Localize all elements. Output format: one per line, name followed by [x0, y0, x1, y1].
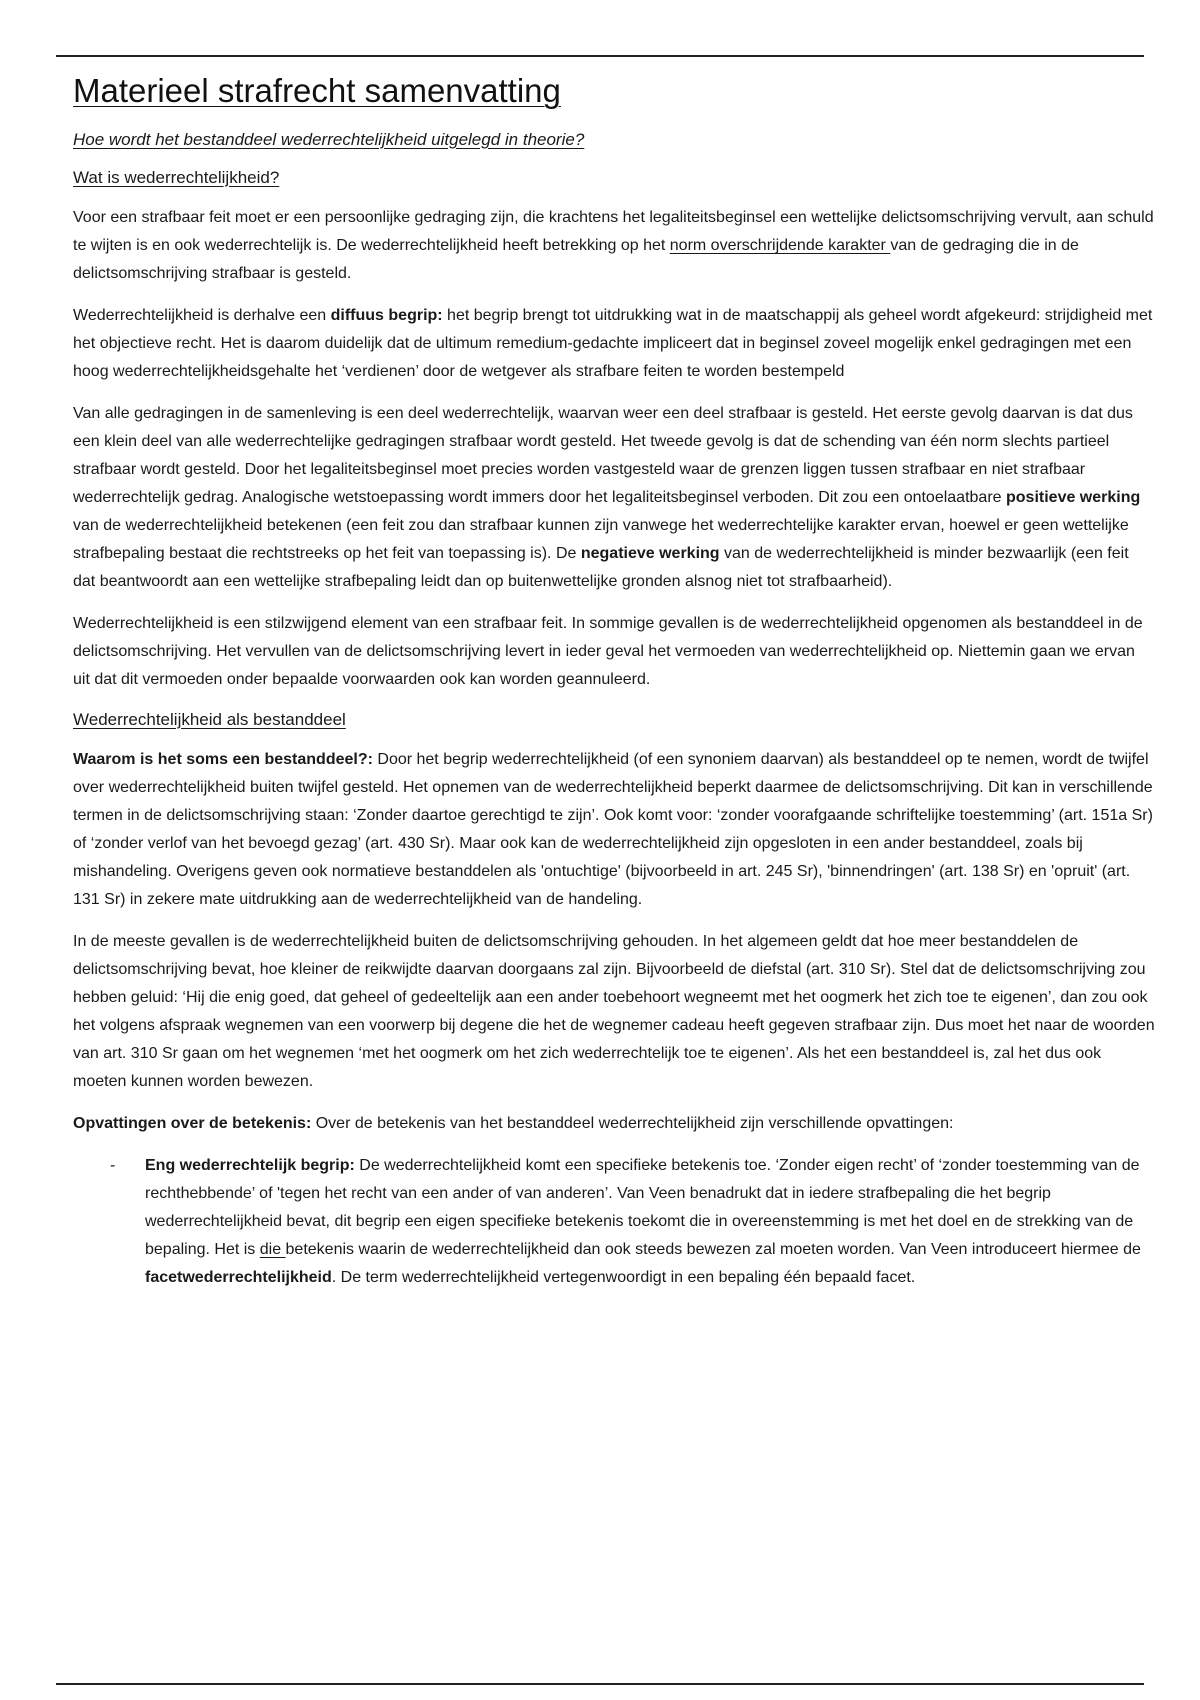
paragraph: In de meeste gevallen is de wederrechtelijkheid buiten de delictsomschrijving gehouden. In het algemeen geldt dat hoe meer bestanddelen de delictsomschrijving bevat, hoe kleiner de reikwijdte daarvan doorgaans zal zijn. Bijvoorbeeld de diefstal (art. 310 Sr). Stel dat de delictsomschrijving zou hebben geluid: ‘Hij die enig goed, dat geheel of gedeeltelijk aan een ander toebehoort wegneemt met het oogmerk het zich toe te eigenen’, dan zou ook het volgens afspraak wegnemen van een voorwerp bij degene die het de wegnemer cadeau heeft gegeven strafbaar zijn. Dus moet het naar de woorden van art. 310 Sr gaan om het wegnemen ‘met het oogmerk om het zich wederrechtelijk toe te eigenen’. Als het een bestanddeel is, zal het dus ook moeten kunnen worden bewezen. — [73, 933, 1155, 1090]
bold-term: Eng wederrechtelijk begrip: — [145, 1157, 355, 1174]
question-heading: Hoe wordt het bestanddeel wederrechtelijkheid uitgelegd in theorie? — [73, 130, 585, 149]
paragraph: Van alle gedragingen in de samenleving is een deel wederrechtelijk, waarvan weer een deel strafbaar is gesteld. Het eerste gevolg daarvan is dat dus een klein deel van alle wederrechtelijke gedragingen strafbaar wordt gesteld. Het tweede gevolg is dat de schending van één norm slechts partieel strafbaar wordt gesteld. Door het legaliteitsbeginsel moet precies worden vastgesteld waar de grenzen liggen tussen strafbaar en niet strafbaar wederrechtelijk gedrag. Analogische wetstoepassing wordt immers door het legaliteitsbeginsel verboden. Dit zou een ontoelaatbare positieve werking van de wederrechtelijkheid betekenen (een feit zou dan strafbaar kunnen zijn vanwege het wederrechtelijke karakter ervan, hoewel er geen wettelijke strafbepaling bestaat die rechtstreeks op het feit van toepassing is). De negatieve werking van de wederrechtelijkheid is minder bezwaarlijk (een feit dat beantwoordt aan een wettelijke strafbepaling leidt dan op buitenwettelijke gronden alsnog niet tot strafbaarheid). — [73, 405, 1141, 590]
paragraph: Wederrechtelijkheid is derhalve een diffuus begrip: het begrip brengt tot uitdrukking wat in de maatschappij als geheel wordt afgekeurd: strijdigheid met het objectieve recht. Het is daarom duidelijk dat de ultimum remedium-gedachte impliceert dat in beginsel zoveel mogelijk enkel gedragingen met een hoog wederrechtelijkheidsgehalte het ‘verdienen’ door de wetgever als strafbare feiten te worden bestempeld — [73, 307, 1153, 380]
paragraph: Opvattingen over de betekenis: Over de betekenis van het bestanddeel wederrechtelijkheid zijn verschillende opvattingen: — [73, 1115, 954, 1132]
bold-term: Waarom is het soms een bestanddeel?: — [73, 751, 373, 768]
list-item: - Eng wederrechtelijk begrip: De wederrechtelijkheid komt een specifieke betekenis toe. ‘Zonder eigen recht’ of ‘zonder toestemming van de rechthebbende’ of 'tegen het recht van een ander of van anderen’. Van Veen benadrukt dat in iedere strafbepaling die het begrip wederrechtelijkheid bevat, dit begrip een eigen specifieke betekenis toekomt die in overeenstemming is met het doel en de strekking van de bepaling. Het is die betekenis waarin de wederrechtelijkheid dan ook steeds bewezen zal moeten worden. Van Veen introduceert hiermee de facetwederrechtelijkheid. De term wederrechtelijkheid vertegenwoordigt in een bepaling één bepaald facet. — [73, 1152, 1155, 1292]
document-body — [73, 68, 1155, 1292]
underlined-term: die — [259, 1241, 286, 1258]
bold-term: diffuus begrip: — [330, 307, 443, 324]
opinion-list — [73, 1152, 1155, 1292]
header-rule — [56, 55, 1144, 57]
section-heading: Wat is wederrechtelijkheid? — [73, 168, 280, 187]
footer-rule — [56, 1683, 1144, 1685]
underlined-term: norm overschrijdende karakter — [669, 237, 891, 254]
bold-term: facetwederrechtelijkheid — [145, 1269, 332, 1286]
bold-term: negatieve werking — [580, 545, 720, 562]
bold-term: Opvattingen over de betekenis: — [73, 1115, 312, 1132]
bold-term: positieve werking — [1006, 489, 1141, 506]
section-heading: Wederrechtelijkheid als bestanddeel — [73, 710, 346, 729]
paragraph: Voor een strafbaar feit moet er een persoonlijke gedraging zijn, die krachtens het legaliteitsbeginsel een wettelijke delictsomschrijving vervult, aan schuld te wijten is en ook wederrechtelijk is. De wederrechtelijkheid heeft betrekking op het norm overschrijdende karakter van de gedraging die in de delictsomschrijving strafbaar is gesteld. — [73, 209, 1154, 282]
dash-bullet: - — [110, 1157, 116, 1174]
document-title: Materieel strafrecht samenvatting — [73, 72, 561, 109]
paragraph: Waarom is het soms een bestanddeel?: Door het begrip wederrechtelijkheid (of een synoniem daarvan) als bestanddeel op te nemen, wordt de twijfel over wederrechtelijkheid buiten twijfel gesteld. Het opnemen van de wederrechtelijkheid beperkt daarmee de delictsomschrijving. Dit kan in verschillende termen in de delictsomschrijving staan: ‘Zonder daartoe gerechtigd te zijn’. Ook komt voor: ‘zonder voorafgaande schriftelijke toestemming’ (art. 151a Sr) of ‘zonder verlof van het bevoegd gezag’ (art. 430 Sr). Maar ook kan de wederrechtelijkheid zijn opgesloten in een ander bestanddeel, zoals bij mishandeling. Overigens geven ook normatieve bestanddelen als 'ontuchtige' (bijvoorbeeld in art. 245 Sr), 'binnendringen' (art. 138 Sr) en 'opruit' (art. 131 Sr) in zekere mate uitdrukking aan de wederrechtelijkheid van de handeling. — [73, 751, 1153, 908]
paragraph: Wederrechtelijkheid is een stilzwijgend element van een strafbaar feit. In sommige gevallen is de wederrechtelijkheid opgenomen als bestanddeel in de delictsomschrijving. Het vervullen van de delictsomschrijving levert in ieder geval het vermoeden van wederrechtelijkheid op. Niettemin gaan we ervan uit dat dit vermoeden onder bepaalde voorwaarden ook kan worden geannuleerd. — [73, 615, 1143, 688]
